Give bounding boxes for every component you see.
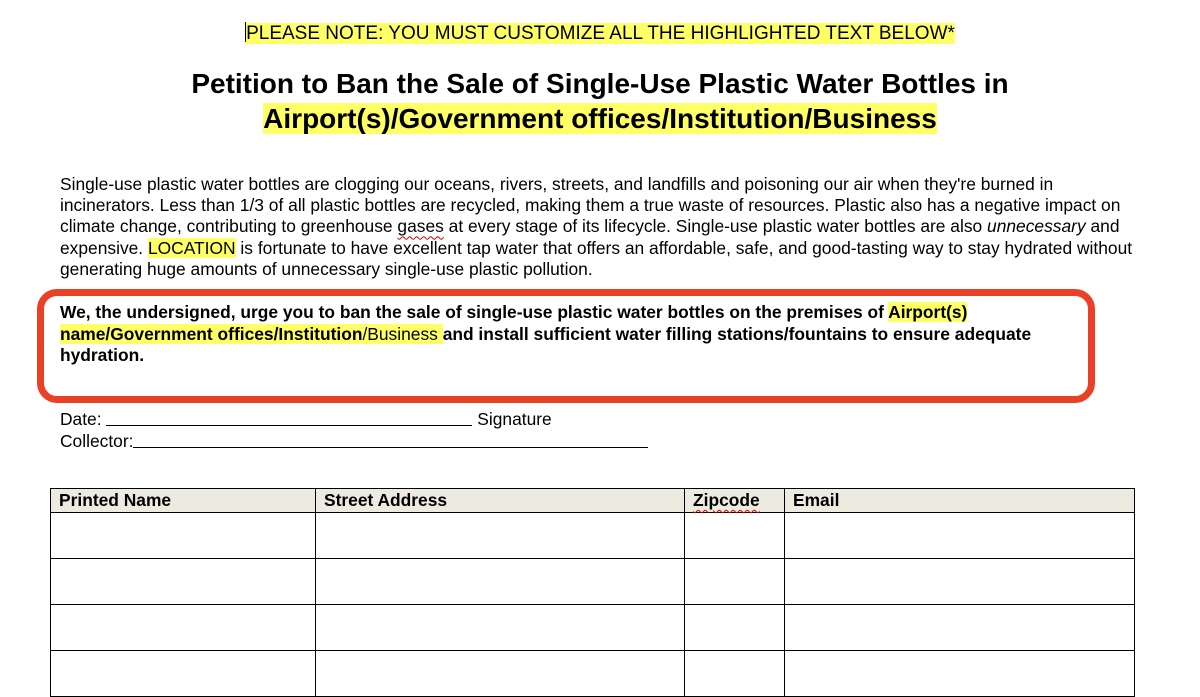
- header-printed-name: Printed Name: [51, 489, 316, 513]
- table-row: [51, 605, 1135, 651]
- location-highlight: LOCATION: [147, 237, 236, 258]
- intro-italic-word: unnecessary: [987, 216, 1086, 237]
- cell-printed-name[interactable]: [51, 513, 316, 559]
- intro-text-4: is fortunate to have excellent tap water that offers an affordable, safe, and good-tasting way to stay hydrated without generating huge amounts of unnecessary single-use plastic pollution.: [60, 237, 1133, 279]
- spellcheck-word[interactable]: gases: [397, 216, 444, 237]
- customization-note: [0, 22, 1200, 46]
- cell-printed-name[interactable]: [51, 559, 316, 605]
- cell-email[interactable]: [785, 605, 1135, 651]
- note-text: PLEASE NOTE: YOU MUST CUSTOMIZE ALL THE HIGHLIGHTED TEXT BELOW*: [246, 23, 955, 44]
- pledge-highlight-normal: /Business: [362, 323, 443, 344]
- note-highlight: [245, 23, 955, 44]
- cell-zipcode[interactable]: [685, 559, 785, 605]
- cell-email[interactable]: [785, 513, 1135, 559]
- title-line-1: Petition to Ban the Sale of Single-Use Plastic Water Bottles in: [191, 68, 1009, 99]
- header-email: Email: [785, 489, 1135, 513]
- cell-printed-name[interactable]: [51, 651, 316, 697]
- cell-street-address[interactable]: [316, 559, 685, 605]
- cell-email[interactable]: [785, 651, 1135, 697]
- pledge-text-1: We, the undersigned, urge you to ban the sale of single-use plastic water bottles on the premises of: [60, 302, 889, 322]
- signature-label: Signature: [477, 409, 552, 429]
- intro-text-3: and expensive.: [60, 216, 1120, 258]
- date-blank[interactable]: [106, 410, 472, 426]
- collector-label: Collector:: [60, 431, 134, 451]
- cell-zipcode[interactable]: [685, 513, 785, 559]
- cell-email[interactable]: [785, 559, 1135, 605]
- cell-printed-name[interactable]: [51, 605, 316, 651]
- date-signature-line: [60, 408, 552, 430]
- table-row: [51, 513, 1135, 559]
- intro-text-1: Single-use plastic water bottles are clogging our oceans, rivers, streets, and landfills and poisoning our air when they're burned in incinerators. Less than 1/3 of all plastic bottles are recycled, making them a true waste of resources. Plastic also has a negative impact on climate change, contributing to greenhouse: [60, 174, 1121, 237]
- table-row: [51, 651, 1135, 697]
- intro-text-2: at every stage of its lifecycle. Single-use plastic water bottles are also: [443, 216, 988, 237]
- cell-street-address[interactable]: [316, 605, 685, 651]
- cell-street-address[interactable]: [316, 513, 685, 559]
- pledge-highlight-bold: Airport(s) name/Government offices/Institution: [60, 302, 968, 344]
- header-zipcode: [685, 489, 785, 513]
- intro-paragraph: [60, 174, 1140, 280]
- title-line-2: [0, 101, 1200, 136]
- signature-table: [50, 488, 1135, 697]
- cell-street-address[interactable]: [316, 651, 685, 697]
- collector-blank[interactable]: [133, 432, 648, 448]
- title-highlight: Airport(s)/Government offices/Institution/Business: [263, 103, 937, 134]
- pledge-text-2: and install sufficient water filling stations/fountains to ensure adequate hydration.: [60, 323, 1032, 365]
- cell-zipcode[interactable]: [685, 605, 785, 651]
- table-header-row: [51, 489, 1135, 513]
- cell-zipcode[interactable]: [685, 651, 785, 697]
- pledge-paragraph: [60, 302, 1090, 367]
- page-title: [0, 66, 1200, 136]
- date-label: Date:: [60, 409, 102, 429]
- table-row: [51, 559, 1135, 605]
- header-street-address: Street Address: [316, 489, 685, 513]
- header-zipcode-text: Zipcode: [693, 490, 760, 510]
- collector-line: [60, 430, 648, 452]
